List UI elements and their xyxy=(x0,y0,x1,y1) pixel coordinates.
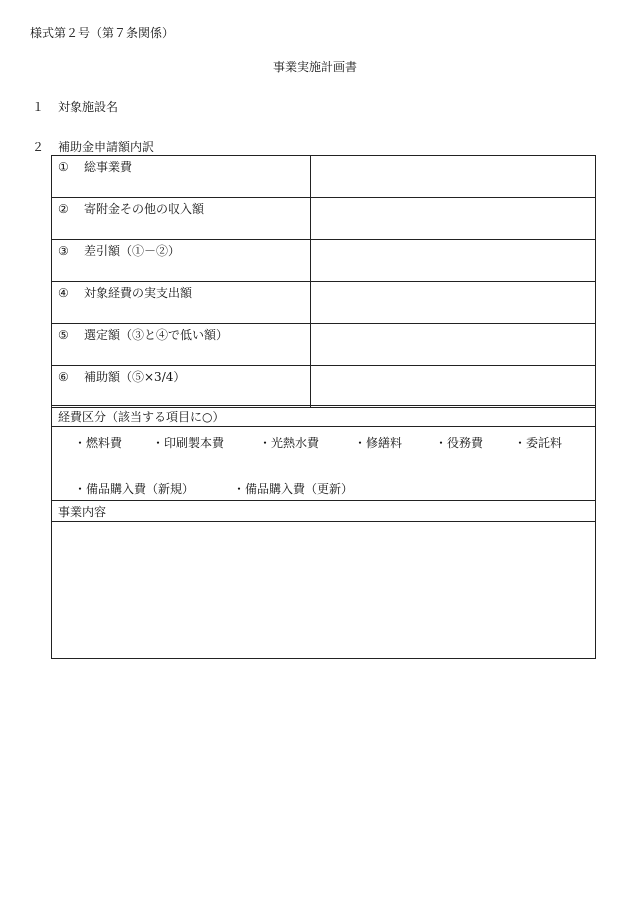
row-label xyxy=(52,282,311,324)
expense-option[interactable]: ・役務費 xyxy=(435,436,484,450)
row-label xyxy=(52,240,311,282)
divider xyxy=(52,521,595,522)
row-mark: ③ xyxy=(58,244,69,258)
expense-category-title: 経費区分（該当する項目に○） xyxy=(58,410,225,424)
row-label-text: 総事業費 xyxy=(84,160,133,174)
form-number: 様式第２号（第７条関係） xyxy=(30,26,175,40)
row-mark: ② xyxy=(58,202,69,216)
amounts-table xyxy=(51,155,596,408)
row-label-text: 差引額（①－②） xyxy=(84,244,181,258)
row-label-text: 寄附金その他の収入額 xyxy=(84,202,205,216)
row-label xyxy=(52,156,311,198)
row-label xyxy=(52,324,311,366)
row-mark: ① xyxy=(58,160,69,174)
row-mark: ⑥ xyxy=(58,370,69,384)
divider xyxy=(52,426,595,427)
row-label xyxy=(52,198,311,240)
amount-cell[interactable] xyxy=(311,198,596,240)
table-row xyxy=(52,366,596,408)
row-label-text: 補助額（⑤×3/4） xyxy=(84,370,186,384)
expense-option[interactable]: ・備品購入費（更新） xyxy=(233,482,354,496)
table-row xyxy=(52,156,596,198)
divider xyxy=(52,500,595,501)
expense-option[interactable]: ・燃料費 xyxy=(74,436,123,450)
amount-cell[interactable] xyxy=(311,240,596,282)
expense-option[interactable]: ・光熱水費 xyxy=(259,436,320,450)
document-title: 事業実施計画書 xyxy=(272,60,357,74)
expense-option[interactable]: ・印刷製本費 xyxy=(152,436,225,450)
project-content-title: 事業内容 xyxy=(58,505,107,519)
amount-cell[interactable] xyxy=(311,366,596,408)
amount-cell[interactable] xyxy=(311,156,596,198)
amount-cell[interactable] xyxy=(311,282,596,324)
table-row xyxy=(52,324,596,366)
section-number: ２ xyxy=(32,140,45,154)
section-label: 補助金申請額内訳 xyxy=(58,140,155,154)
section-heading xyxy=(32,138,154,155)
amount-cell[interactable] xyxy=(311,324,596,366)
table-row xyxy=(52,198,596,240)
table-row xyxy=(52,240,596,282)
expense-option[interactable]: ・備品購入費（新規） xyxy=(74,482,195,496)
section-number: １ xyxy=(32,100,45,114)
table-row xyxy=(52,282,596,324)
section-heading xyxy=(32,98,118,115)
row-mark: ④ xyxy=(58,286,69,300)
expense-option[interactable]: ・委託料 xyxy=(514,436,563,450)
row-label xyxy=(52,366,311,408)
expense-box xyxy=(51,405,596,659)
row-mark: ⑤ xyxy=(58,328,69,342)
row-label-text: 選定額（③と④で低い額） xyxy=(84,328,229,342)
expense-option[interactable]: ・修繕料 xyxy=(354,436,403,450)
section-label: 対象施設名 xyxy=(58,100,119,114)
row-label-text: 対象経費の実支出額 xyxy=(84,286,193,300)
